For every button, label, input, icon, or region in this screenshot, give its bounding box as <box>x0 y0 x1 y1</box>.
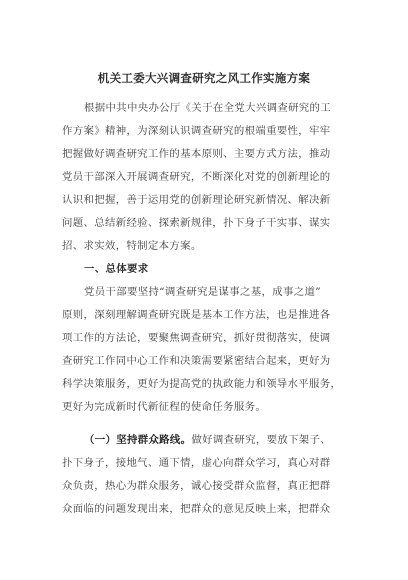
paragraph-1-line-7: 招、求实效，特制定本方案。 <box>62 240 202 252</box>
paragraph-2-line-6: 更好为完成新时代新征程的使命任务服务。 <box>62 401 267 413</box>
section-1-heading: 一、总体要求 <box>84 263 149 275</box>
paragraph-3-line-3: 众负责，热心为群众服务，诚心接受群众监督，真正把群 <box>62 480 331 492</box>
paragraph-2-line-5: 科学决策服务，更好为提高党的执政能力和领导水平服务， <box>62 378 342 390</box>
paragraph-1-line-5: 认识和把握，善于运用党的创新理论研究新情况、解决新 <box>62 194 331 206</box>
document-title: 机关工委大兴调查研究之风工作实施方案 <box>97 71 311 85</box>
paragraph-1-line-6: 问题、总结新经验、探索新规律，扑下身子干实事、谋实 <box>62 217 331 229</box>
paragraph-1-line-3: 把握做好调查研究工作的基本原则、主要方式方法，推动 <box>62 148 331 160</box>
paragraph-2-line-4: 查研究工作同中心工作和决策需要紧密结合起来，更好为 <box>62 355 331 367</box>
paragraph-3-line-2: 扑下身子，接地气、通下情，虚心向群众学习，真心对群 <box>62 457 331 469</box>
paragraph-3-line-1 <box>84 431 331 446</box>
paragraph-2-line-3: 项工作的方法论，要聚焦调查研究，抓好贯彻落实，使调 <box>62 332 331 344</box>
paragraph-2-line-1: 党员干部要坚持“调查研究是谋事之基，成事之道” <box>84 286 321 298</box>
subsection-heading: （一）坚持群众路线。 <box>84 434 192 446</box>
paragraph-3-line-4: 众面临的问题发现出来，把群众的意见反映上来，把群众 <box>62 503 331 515</box>
paragraph-1-line-1: 根据中共中央办公厅《关于在全党大兴调查研究的工 <box>84 102 332 114</box>
paragraph-2-line-2: 原则，深刻理解调查研究既是基本工作方法，也是推进各 <box>62 309 331 321</box>
paragraph-1-line-2: 作方案》精神，为深刻认识调查研究的根端重要性，牢牢 <box>62 125 331 137</box>
paragraph-1-line-4: 党员干部深入开展调查研究，不断深化对党的创新理论的 <box>62 171 331 183</box>
paragraph-3-line-1-text: 做好调查研究，要放下架子、 <box>191 434 332 446</box>
